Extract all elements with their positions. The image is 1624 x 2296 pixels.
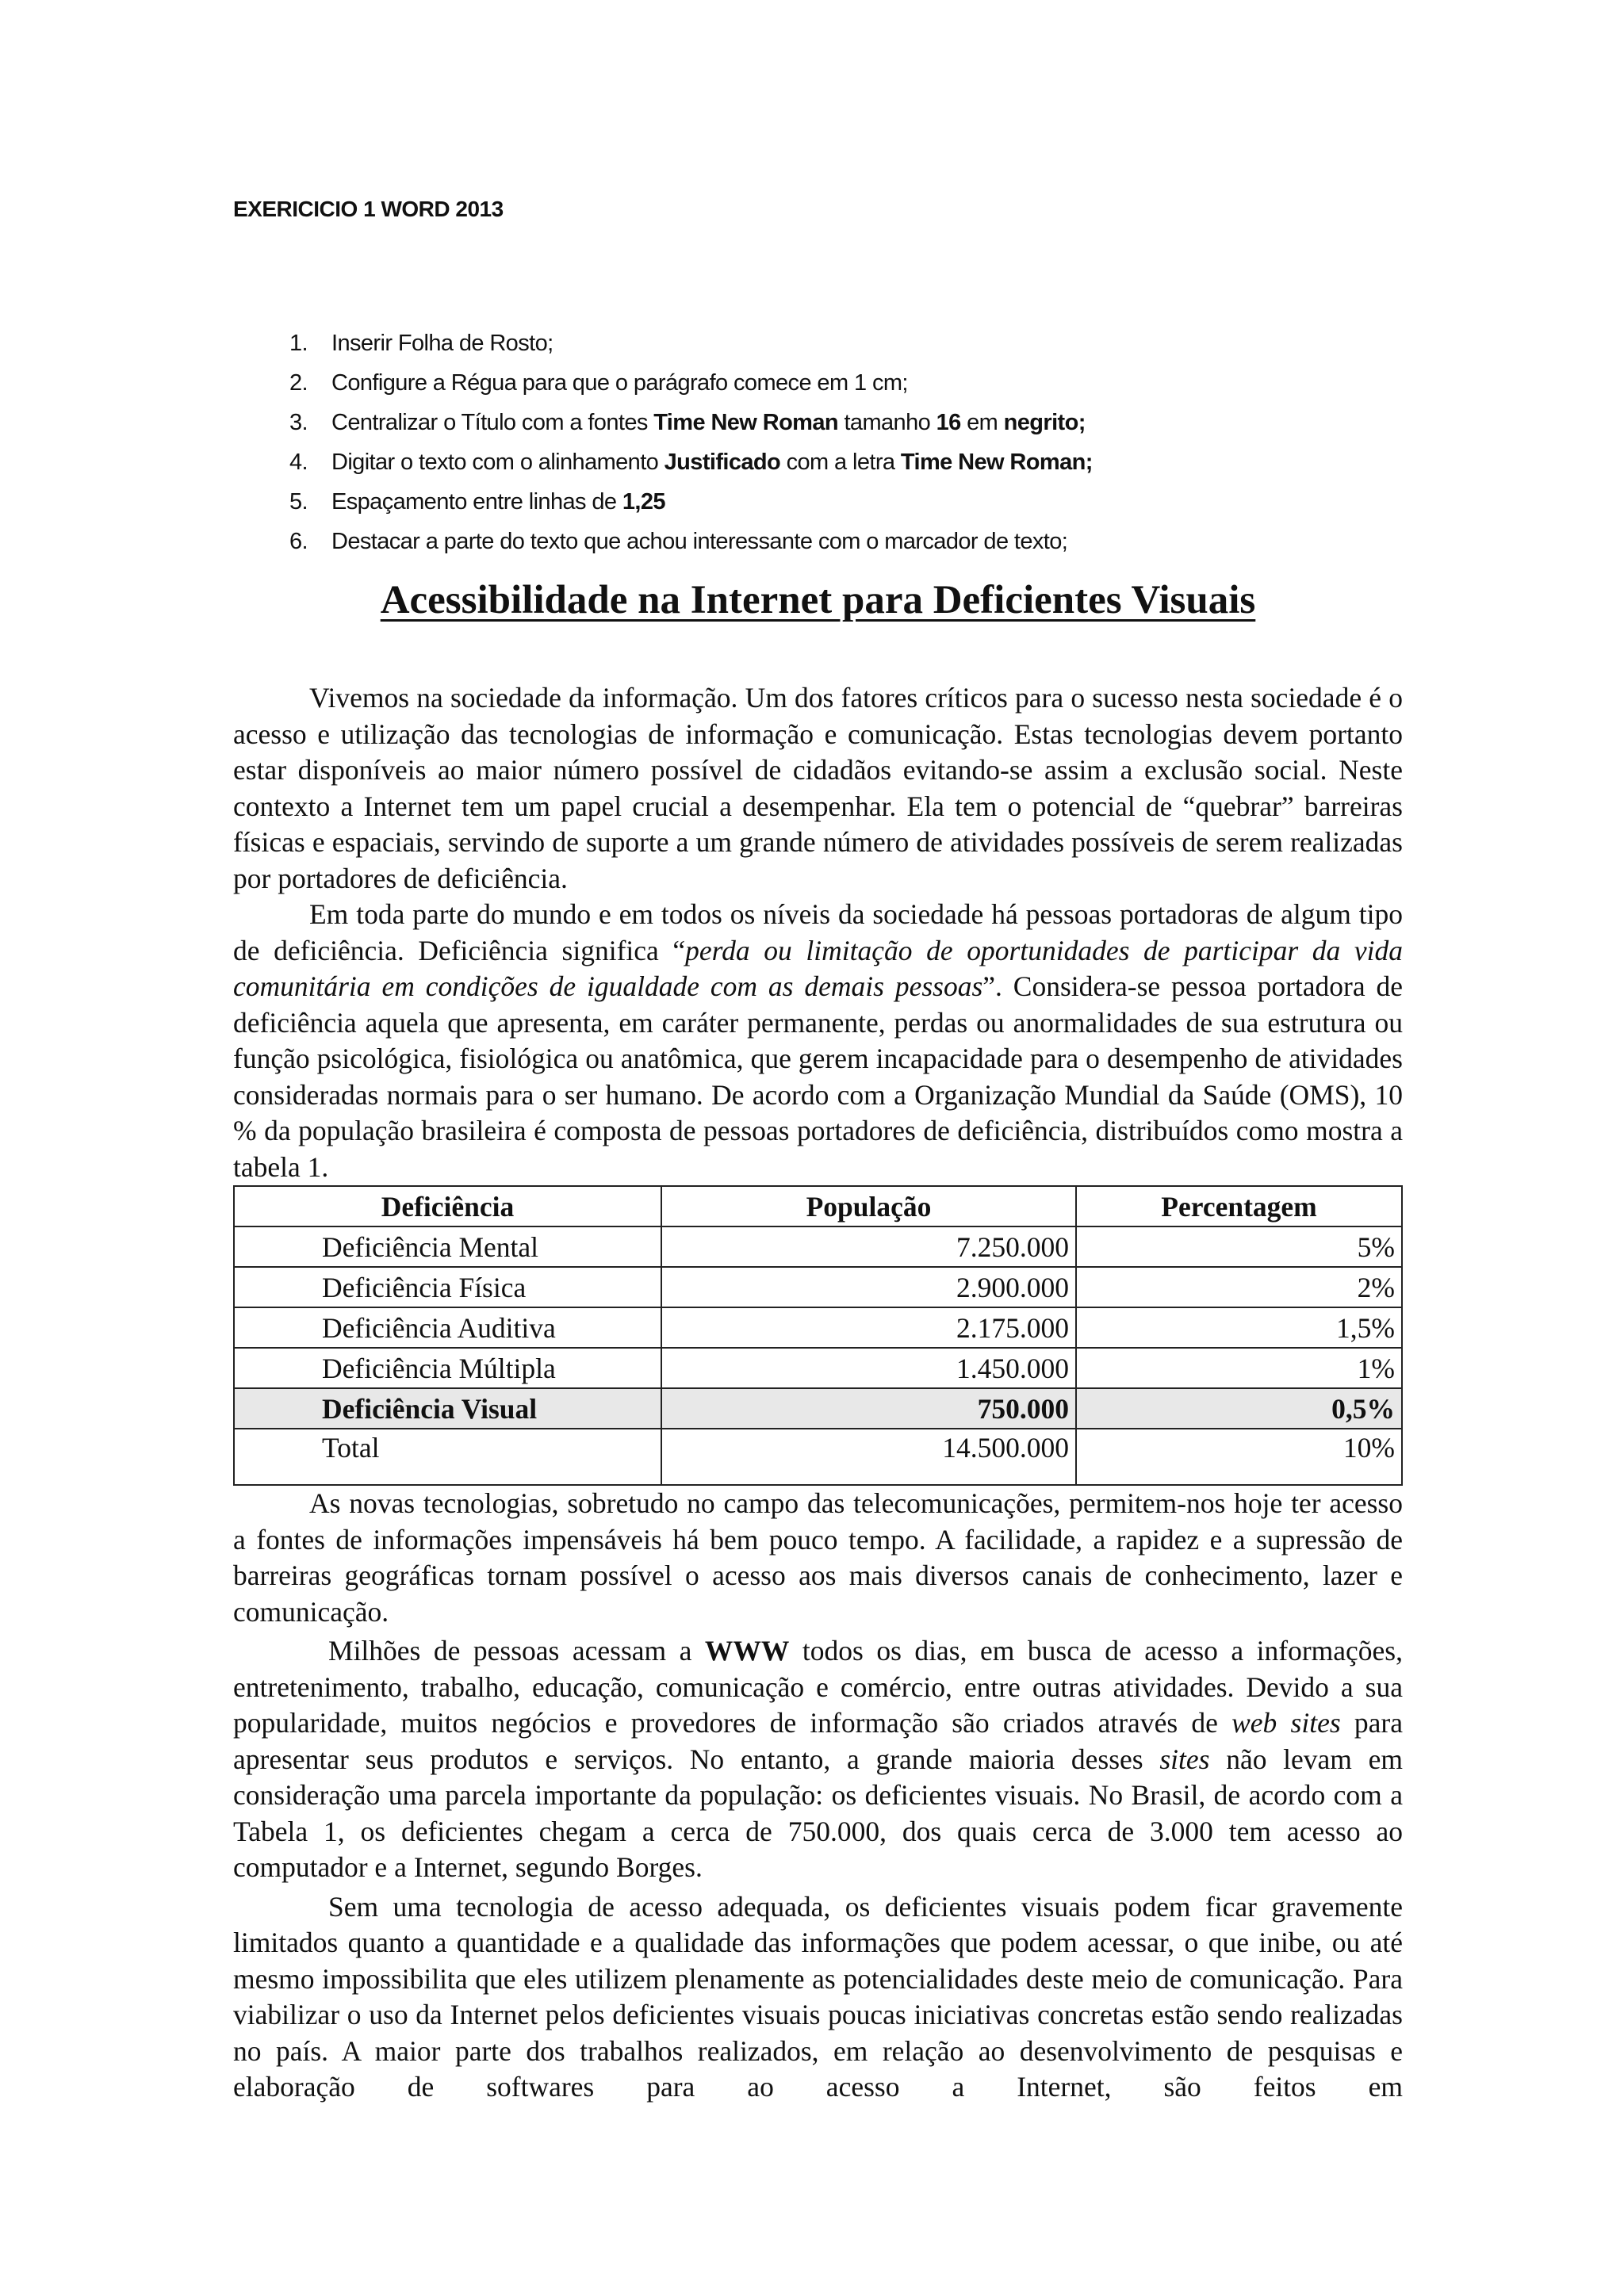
text-segment: Centralizar o Título com a fontes	[331, 410, 654, 435]
cell-percentage: 10%	[1076, 1429, 1402, 1485]
cell-deficiency: Deficiência Física	[234, 1267, 661, 1307]
paragraphs-before-table	[233, 680, 1403, 1185]
cell-population: 2.175.000	[661, 1307, 1076, 1348]
paragraph	[233, 1486, 1403, 1630]
text-segment: Sem uma tecnologia de acesso adequada, os deficientes visuais podem ficar gravemente limitados quanto a quantidade e a qualidade das informações que podem acessar, o que inibe, ou até mesmo impossibilita que eles utilizem plenamente as potencialidades deste meio de comunicação. Para viabilizar o uso da Internet pelos deficientes visuais poucas iniciativas concretas estão sendo realizadas no país. A maior parte dos trabalhos realizados, em relação ao desenvolvimento de pesquisas e elaboração de softwares para ao acesso a Internet, são feitos em	[233, 1890, 1403, 2103]
table-row	[234, 1307, 1402, 1348]
deficiency-table	[233, 1185, 1403, 1486]
instruction-list	[233, 323, 1093, 561]
cell-percentage: 5%	[1076, 1226, 1402, 1267]
header-percentagem: Percentagem	[1076, 1186, 1402, 1226]
instruction-item	[233, 363, 1093, 403]
list-number: 4.	[289, 450, 308, 475]
instruction-item	[233, 522, 1093, 561]
table-row	[234, 1388, 1402, 1429]
text-segment: As novas tecnologias, sobretudo no campo das telecomunicações, permitem-nos hoje ter acesso a fontes de informações impensáveis há bem pouco tempo. A facilidade, a rapidez e a supressão de barreiras geográficas tornam possível o acesso aos mais diversos canais de conhecimento, lazer e comunicação.	[233, 1487, 1403, 1628]
instruction-item	[233, 403, 1093, 442]
text-segment: ”. Considera-se pessoa portadora de deficiência aquela que apresenta, em caráter permanente, perdas ou anormalidades de sua estrutura ou função psicológica, fisiológica ou anatômica, que gerem incapacidade para o desempenho de atividades consideradas normais para o ser humano. De acordo com a Organização Mundial da Saúde (OMS), 10 % da população brasileira é composta de pessoas portadores de deficiência, distribuídos como mostra a tabela 1.	[233, 970, 1403, 1183]
text-segment: Configure a Régua para que o parágrafo comece em 1 cm;	[331, 370, 908, 396]
text-segment: todos os dias, em busca de acesso a informações, entretenimento, trabalho, educação, comunicação e comércio, entre outras atividades. Devido a sua popularidade, muitos negócios e provedores de informação são criados através de	[233, 1635, 1403, 1739]
text-segment: em	[960, 410, 1004, 435]
header-deficiencia: Deficiência	[234, 1186, 661, 1226]
bold-text: Justificado	[664, 450, 781, 475]
cell-population: 7.250.000	[661, 1226, 1076, 1267]
paragraph	[233, 680, 1403, 897]
cell-deficiency: Deficiência Visual	[234, 1388, 661, 1429]
cell-deficiency: Deficiência Múltipla	[234, 1348, 661, 1388]
table-row	[234, 1267, 1402, 1307]
bold-text: negrito;	[1003, 410, 1086, 435]
bold-text: 1,25	[622, 489, 665, 515]
list-number: 2.	[289, 370, 308, 396]
table-header-row	[234, 1186, 1402, 1226]
instruction-text	[331, 363, 908, 403]
italic-text: perda ou limitação de oportunidades de participar da vida comunitária em condições de igualdade com as demais pessoas	[233, 934, 1404, 1002]
list-number: 1.	[289, 331, 308, 356]
paragraph	[233, 1633, 1403, 1886]
instruction-item	[233, 442, 1093, 482]
text-segment: Em toda parte do mundo e em todos os níveis da sociedade há pessoas portadoras de algum tipo de deficiência. Deficiência significa “	[233, 898, 1403, 966]
cell-population: 750.000	[661, 1388, 1076, 1429]
cell-percentage: 1%	[1076, 1348, 1402, 1388]
paragraph	[233, 897, 1403, 1185]
instruction-item	[233, 323, 1093, 363]
bold-text: Time New Roman;	[900, 450, 1093, 475]
list-number: 5.	[289, 489, 308, 515]
paragraphs-after-table	[233, 1486, 1403, 2106]
text-segment: para apresentar seus produtos e serviços. No entanto, a grande maioria desses	[233, 1707, 1403, 1775]
instruction-text	[331, 403, 1086, 442]
document-title: Acessibilidade na Internet para Deficientes Visuais	[380, 578, 1256, 622]
bold-text: 16	[936, 410, 961, 435]
document-body	[233, 680, 1403, 2106]
table-row	[234, 1348, 1402, 1388]
text-segment: Espaçamento entre linhas de	[331, 489, 622, 515]
text-segment: Milhões de pessoas acessam a	[328, 1635, 705, 1667]
instruction-text	[331, 323, 553, 363]
cell-population: 1.450.000	[661, 1348, 1076, 1388]
instruction-item	[233, 482, 1093, 522]
cell-deficiency: Total	[234, 1429, 661, 1485]
cell-population: 2.900.000	[661, 1267, 1076, 1307]
instruction-text	[331, 522, 1067, 561]
table-row	[234, 1226, 1402, 1267]
text-segment: Destacar a parte do texto que achou interessante com o marcador de texto;	[331, 529, 1068, 554]
text-segment: com a letra	[780, 450, 901, 475]
bold-text: WWW	[704, 1635, 790, 1667]
text-segment: Inserir Folha de Rosto;	[331, 331, 553, 356]
italic-text: web sites	[1231, 1707, 1341, 1739]
header-populacao: População	[661, 1186, 1076, 1226]
cell-population: 14.500.000	[661, 1429, 1076, 1485]
text-segment: tamanho	[838, 410, 936, 435]
cell-percentage: 2%	[1076, 1267, 1402, 1307]
text-segment: Digitar o texto com o alinhamento	[331, 450, 665, 475]
exercise-header: EXERICICIO 1 WORD 2013	[233, 197, 504, 221]
list-number: 3.	[289, 410, 308, 435]
cell-deficiency: Deficiência Auditiva	[234, 1307, 661, 1348]
table-row	[234, 1429, 1402, 1485]
text-segment: Vivemos na sociedade da informação. Um dos fatores críticos para o sucesso nesta sociedade é o acesso e utilização das tecnologias de informação e comunicação. Estas tecnologias devem portanto estar disponíveis ao maior número possível de cidadãos evitando-se assim a exclusão social. Neste contexto a Internet tem um papel crucial a desempenhar. Ela tem o potencial de “quebrar” barreiras físicas e espaciais, servindo de suporte a um grande número de atividades possíveis de serem realizadas por portadores de deficiência.	[233, 682, 1403, 894]
cell-percentage: 1,5%	[1076, 1307, 1402, 1348]
cell-deficiency: Deficiência Mental	[234, 1226, 661, 1267]
paragraph	[233, 1889, 1403, 2106]
instruction-text	[331, 482, 665, 522]
italic-text: sites	[1159, 1743, 1210, 1775]
cell-percentage: 0,5%	[1076, 1388, 1402, 1429]
bold-text: Time New Roman	[653, 410, 839, 435]
list-number: 6.	[289, 529, 308, 554]
instruction-text	[331, 442, 1093, 482]
text-segment: não levam em consideração uma parcela importante da população: os deficientes visuais. No Brasil, de acordo com a Tabela 1, os deficientes chegam a cerca de 750.000, dos quais cerca de 3.000 tem acesso ao computador e a Internet, segundo Borges.	[233, 1743, 1403, 1883]
